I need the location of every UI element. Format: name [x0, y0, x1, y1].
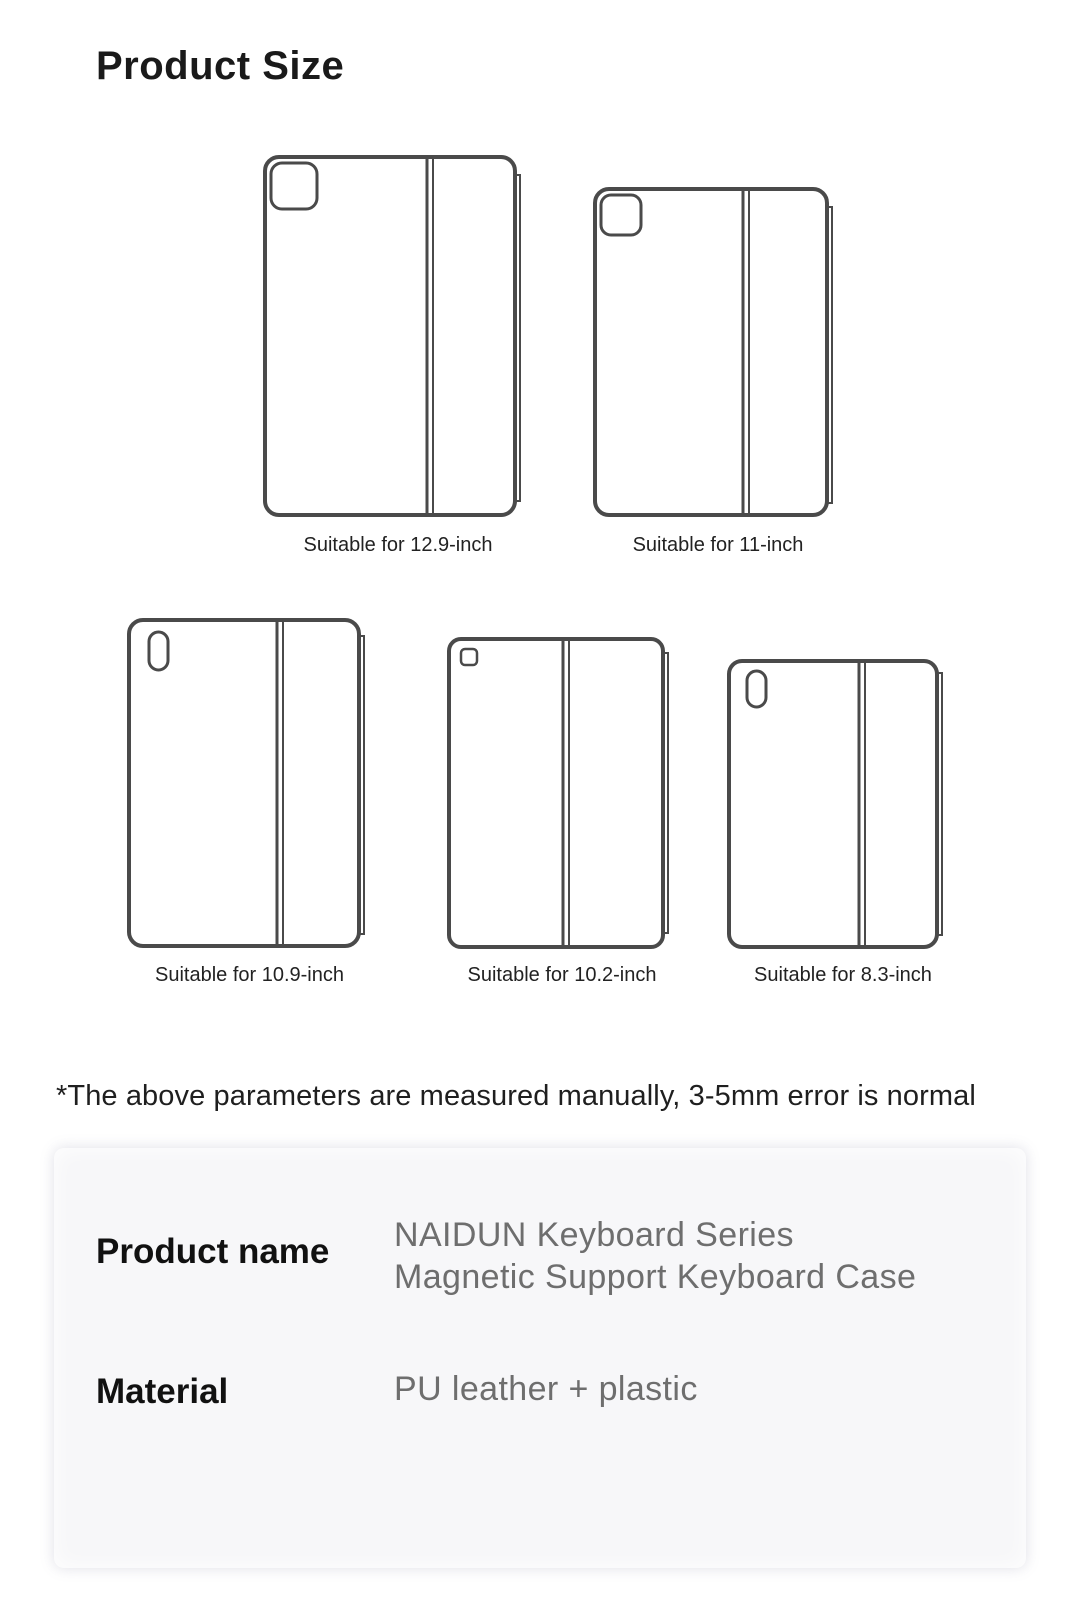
device-caption-10-9: Suitable for 10.9-inch [154, 964, 344, 986]
product-name-value-line2: Magnetic Support Keyboard Case [394, 1258, 917, 1296]
device-caption-8-3: Suitable for 8.3-inch [754, 964, 932, 986]
device-caption-10-2: Suitable for 10.2-inch [467, 964, 657, 986]
product-name-label: Product name [96, 1232, 330, 1271]
page-title: Product Size [96, 44, 345, 88]
device-caption-11: Suitable for 11-inch [632, 534, 804, 556]
measurement-note: *The above parameters are measured manually, 3-5mm error is normal [56, 1080, 976, 1112]
material-label: Material [96, 1372, 229, 1411]
material-value: PU leather + plastic [394, 1370, 698, 1408]
spec-card [54, 1148, 1026, 1568]
product-name-value-line1: NAIDUN Keyboard Series [394, 1216, 794, 1254]
device-caption-12-9: Suitable for 12.9-inch [303, 534, 493, 556]
tablet-case-10-9-illustration [127, 618, 372, 948]
tablet-case-8-3-illustration [727, 659, 959, 949]
tablet-case-11-illustration [593, 187, 843, 517]
tablet-case-12-9-illustration [263, 155, 533, 517]
tablet-case-10-2-illustration [447, 637, 677, 949]
